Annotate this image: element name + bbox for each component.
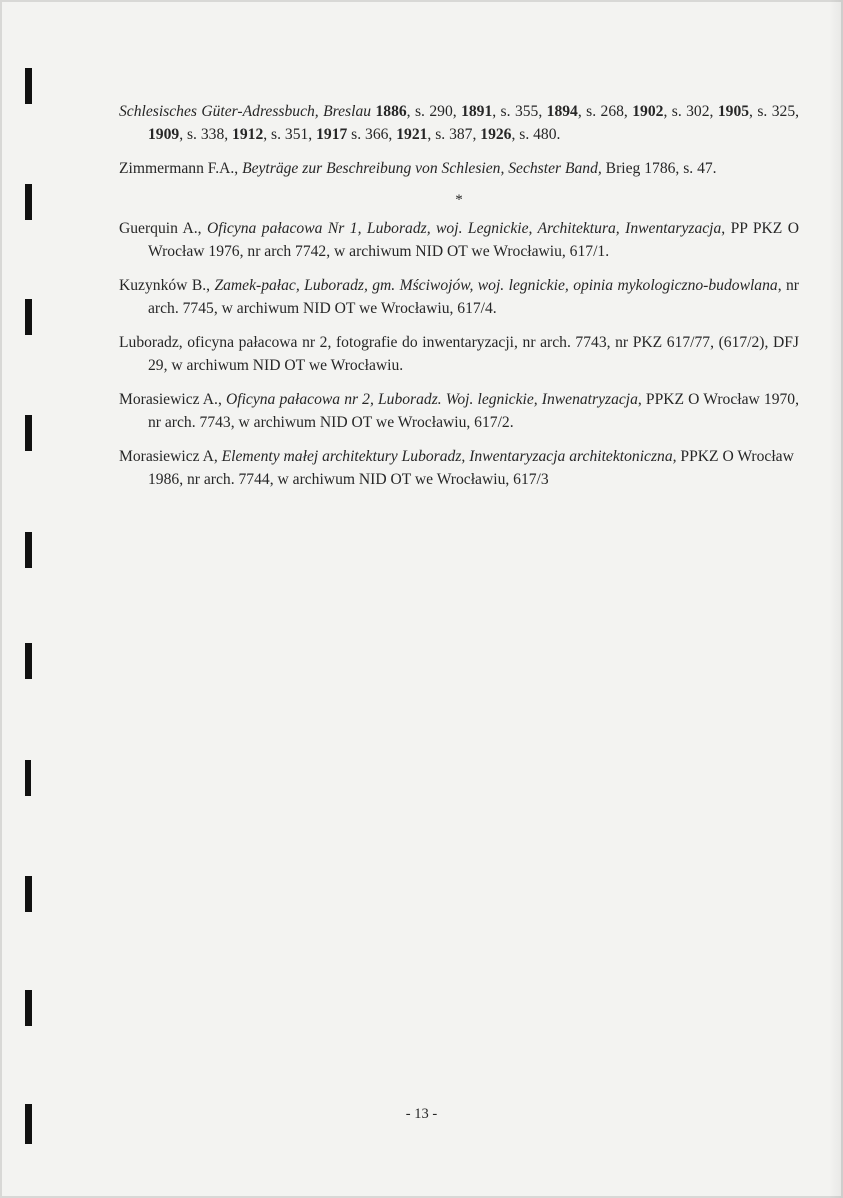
section-separator: * [455, 192, 463, 208]
entry-text: Kuzynków B., [119, 277, 215, 294]
entry-year: 1921 [396, 126, 428, 143]
binding-mark [25, 415, 32, 451]
binding-mark [25, 184, 32, 220]
entry-text: , PP PKZ O Wrocław 1976, nr arch 7742, w archiwum NID OT we Wrocławiu, 617/1. [148, 220, 799, 260]
bibliography [119, 100, 799, 502]
entry-title: Schlesisches Güter-Adressbuch, Breslau [119, 103, 376, 120]
binding-mark [25, 876, 32, 912]
entry-year: 1912 [232, 126, 264, 143]
entry-text: Morasiewicz A., [119, 391, 226, 408]
entry-text: Brieg 1786, s. 47. [601, 160, 717, 177]
page-number: - 13 - [405, 1106, 438, 1122]
entry-year: 1894 [546, 103, 578, 120]
bibliography-entry [119, 331, 799, 377]
entry-text: , s. 355, [492, 103, 547, 120]
entry-text: Morasiewicz A, [119, 448, 222, 465]
entry-text: , PPKZ O Wrocław 1970, nr arch. 7743, w archiwum NID OT we Wrocławiu, 617/2. [148, 391, 799, 431]
binding-mark [25, 760, 31, 796]
binding-mark [25, 68, 32, 104]
entry-title: Beyträge zur Beschreibung von Schlesien, Sechster Band, [242, 160, 602, 177]
entry-year: 1886 [375, 103, 407, 120]
entry-text: , s. 325, [749, 103, 800, 120]
entry-text: , s. 480. [511, 126, 561, 143]
entry-year: 1891 [461, 103, 493, 120]
entry-text: , s. 387, [427, 126, 481, 143]
entry-text: Luboradz, oficyna pałacowa nr 2, fotografie do inwentaryzacji, nr arch. 7743, nr PKZ 617/77, (617/2), DFJ 29, w archiwum NID OT we Wrocławiu. [119, 334, 799, 374]
bibliography-sources-archival [119, 217, 799, 491]
bibliography-entry [119, 274, 799, 320]
entry-text: , s. 290, [406, 103, 462, 120]
binding-mark [25, 299, 32, 335]
scan-edge-shadow [829, 0, 843, 1198]
bibliography-entry [119, 445, 799, 491]
binding-mark [25, 532, 32, 568]
entry-text: s. 366, [347, 126, 397, 143]
binding-mark [25, 990, 32, 1026]
entry-text: Guerquin A., [119, 220, 207, 237]
bibliography-entry [119, 100, 799, 146]
entry-text: , s. 268, [577, 103, 633, 120]
entry-year: 1905 [717, 103, 750, 120]
entry-title: Elementy małej architektury Luboradz, Inwentaryzacja architektoniczna, [221, 448, 677, 465]
binding-marks [0, 0, 40, 1198]
bibliography-entry [119, 388, 799, 434]
entry-text: , nr arch. 7745, w archiwum NID OT we Wrocławiu, 617/4. [148, 277, 799, 317]
entry-title: Zamek-pałac, Luboradz, gm. Mściwojów, woj. legnickie, opinia mykologiczno-budowlana [214, 277, 778, 294]
entry-year: 1909 [148, 126, 180, 143]
entry-text: , s. 302, [663, 103, 718, 120]
bibliography-sources-printed [119, 100, 799, 180]
entry-title: Oficyna pałacowa nr 2, Luboradz. Woj. legnickie, Inwenatryzacja [225, 391, 638, 408]
entry-year: 1926 [480, 126, 512, 143]
entry-text: Zimmermann F.A., [119, 160, 243, 177]
entry-year: 1917 [316, 126, 348, 143]
entry-text: , s. 338, [179, 126, 233, 143]
entry-year: 1902 [632, 103, 664, 120]
entry-text: , s. 351, [263, 126, 317, 143]
entry-title: Oficyna pałacowa Nr 1, Luboradz, woj. Legnickie, Architektura, Inwentaryzacja [206, 220, 722, 237]
binding-mark [25, 643, 32, 679]
bibliography-entry [119, 217, 799, 263]
entry-text: PPKZ O Wrocław 1986, nr arch. 7744, w archiwum NID OT we Wrocławiu, 617/3 [148, 448, 794, 488]
bibliography-entry [119, 157, 799, 180]
